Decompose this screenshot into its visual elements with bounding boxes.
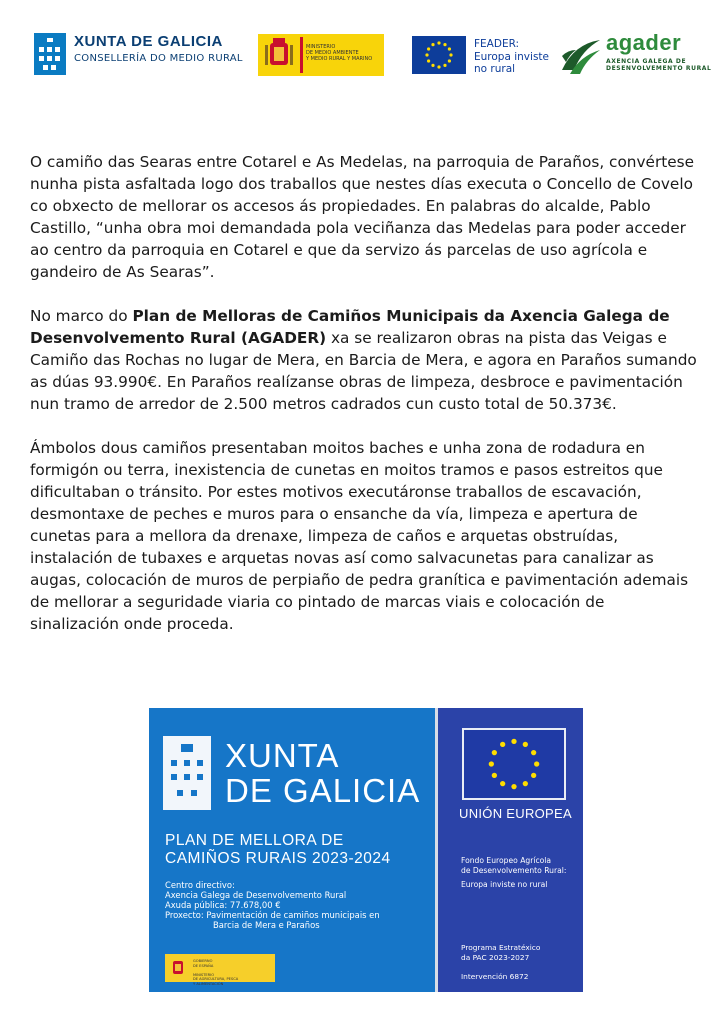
sign-fondo: Fondo Europeo Agrícola de Desenvolvemento Rural: [461,856,567,875]
sign-centro-value: Axencia Galega de Desenvolvemento Rural [165,890,347,900]
paragraph-3: Ámbolos dous camiños presentaban moitos baches e unha zona de rodadura en formigón ou terra, inexistencia de cunetas en moitos tramos e pasos estreitos que dificultaban o tránsito. Por estes motivos executáronse traballos de escavación, desmontaxe de peches e muros para o ensanche da vía, limpeza e apertura de cunetas para a mellora da drenaxe, limpeza de caños e arquetas obstruídas, instalación de tubaxes e arquetas novas así como salvacunetas para canalizar as augas, colocación de muros de perpiaño de pedra granítica e pavimentación ademais de mellorar a seguridade viaria co pintado de marcas viais e colocación de sinalización onde proceda. [30,439,689,633]
spain-crest-icon [262,37,296,73]
agader-logo [560,30,712,80]
xunta-subtitle: CONSELLERÍA DO MEDIO RURAL [74,53,243,64]
sign-eu-inviste: Europa inviste no rural [461,880,548,889]
feader-logo [412,30,564,80]
sign-gobierno-text: GOBIERNO DE ESPAÑA MINISTERIO DE AGRICULTURA, PESCA Y ALIMENTACIÓN [193,959,239,986]
sign-programa: Programa Estratéxico da PAC 2023-2027 [461,943,541,962]
article-body [30,151,698,657]
ministerio-stripe [300,37,303,73]
agader-subtitle: AXENCIA GALEGA DE DESENVOLVEMENTO RURAL [606,58,712,72]
sign-centro-label: Centro directivo: [165,880,235,890]
agader-name: agader [606,30,682,55]
logo-strip [34,30,712,80]
ministerio-text: MINISTERIO DE MEDIO AMBIENTE Y MEDIO RURAL Y MARINO [306,44,373,62]
paragraph-2 [30,305,698,415]
feader-subtitle: Europa inviste no rural [474,51,549,75]
sign-proxecto-1: Proxecto: Pavimentación de camiños municipais en [165,910,380,920]
eu-flag-icon [412,36,466,74]
sign-info [165,880,380,930]
paragraph-1: O camiño das Searas entre Cotarel e As Medelas, na parroquia de Paraños, convértese nunha pista asfaltada logo dos traballos que nestes días executa o Concello de Covelo co obxecto de mellorar os accesos ás propiedades. En palabras do alcalde, Pablo Castillo, “unha obra moi demandada pola veciñanza das Medelas para poder acceder ao centro da parroquia en Cotarel e que da servizo ás parcelas de uso agrícola e gandeiro de As Searas”. [30,153,695,281]
sign-plan-title: PLAN DE MELLORA DE CAMIÑOS RURAIS 2023-2024 [165,832,391,867]
sign-gobierno-logo [165,954,275,986]
xunta-title: XUNTA DE GALICIA [74,33,223,50]
paragraph-2-intro: No marco do [30,307,133,325]
sign-eu-flag-icon [462,728,566,800]
sign-intervencion: Intervención 6872 [461,972,529,981]
sign-xunta-title: XUNTA DE GALICIA [225,737,421,809]
sign-divider [435,708,438,992]
xunta-logo [34,30,244,80]
ministerio-logo [258,34,384,76]
agader-leaf-icon [560,36,602,76]
sign-spain-crest-icon [169,958,187,978]
feader-title: FEADER: [474,38,520,50]
sign-eu-label: UNIÓN EUROPEA [459,806,572,821]
sign-axuda: Axuda pública: 77.678,00 € [165,900,281,910]
xunta-shield-icon [34,33,66,75]
sign-proxecto-2: Barcia de Mera e Paraños [213,920,320,930]
sign-xunta-crest-icon [163,736,211,810]
paragraph-2-rest: xa se realizaron obras na pista das Veigas e Camiño das Rochas no lugar de Mera, en Barcia de Mera, e agora en Paraños sumando as dúas 93.990€. En Paraños realízanse obras de limpeza, desbroce e pavimentación nun tramo de arredor de 2.500 metros cadrados cun custo total de 50.373€. [30,329,697,413]
project-sign-photo [149,708,583,992]
plan-name-bold: Plan de Melloras de Camiños Municipais da Axencia Galega de Desenvolvemento Rural (AGADER) [30,307,670,347]
